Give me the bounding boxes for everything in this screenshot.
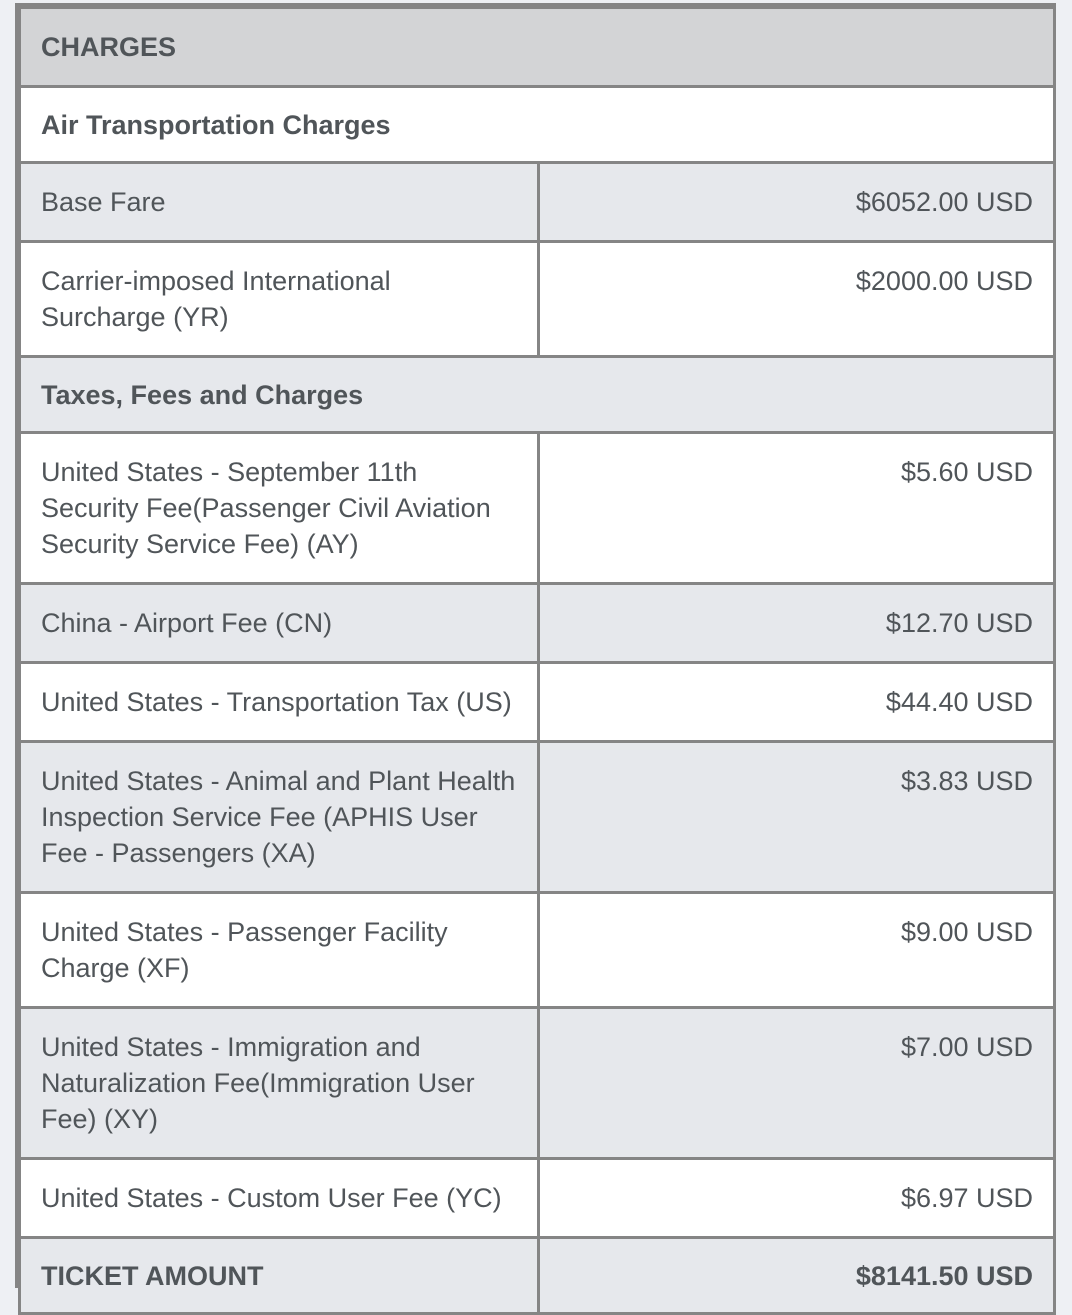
charge-label: United States - Immigration and Naturalization Fee(Immigration User Fee) (XY) bbox=[20, 1008, 539, 1159]
charge-row bbox=[20, 663, 1055, 742]
charge-label: Base Fare bbox=[20, 163, 539, 242]
charge-row bbox=[20, 742, 1055, 893]
charge-amount: $6.97 USD bbox=[539, 1159, 1055, 1238]
charges-title: CHARGES bbox=[20, 8, 1055, 87]
section-title: Air Transportation Charges bbox=[20, 87, 1055, 163]
charge-row bbox=[20, 584, 1055, 663]
charge-row bbox=[20, 1008, 1055, 1159]
charge-row bbox=[20, 1159, 1055, 1238]
charge-label: United States - Animal and Plant Health Inspection Service Fee (APHIS User Fee - Passengers (XA) bbox=[20, 742, 539, 893]
section-title: Taxes, Fees and Charges bbox=[20, 357, 1055, 433]
charge-row bbox=[20, 433, 1055, 584]
ticket-amount-value: $8141.50 USD bbox=[539, 1238, 1055, 1314]
charges-table bbox=[15, 3, 1056, 1291]
section-air-transportation bbox=[20, 87, 1055, 163]
charge-label: United States - Passenger Facility Charge (XF) bbox=[20, 893, 539, 1008]
ticket-amount-row bbox=[20, 1238, 1055, 1314]
charge-amount: $44.40 USD bbox=[539, 663, 1055, 742]
charge-label: United States - Custom User Fee (YC) bbox=[20, 1159, 539, 1238]
charge-label: China - Airport Fee (CN) bbox=[20, 584, 539, 663]
charge-row bbox=[20, 242, 1055, 357]
charge-amount: $2000.00 USD bbox=[539, 242, 1055, 357]
charge-label: United States - September 11th Security Fee(Passenger Civil Aviation Security Service Fee) (AY) bbox=[20, 433, 539, 584]
charge-label: Carrier-imposed International Surcharge (YR) bbox=[20, 242, 539, 357]
ticket-amount-label: TICKET AMOUNT bbox=[20, 1238, 539, 1314]
charge-amount: $9.00 USD bbox=[539, 893, 1055, 1008]
charge-row bbox=[20, 163, 1055, 242]
charge-amount: $5.60 USD bbox=[539, 433, 1055, 584]
charge-row bbox=[20, 893, 1055, 1008]
charge-amount: $12.70 USD bbox=[539, 584, 1055, 663]
section-taxes-fees bbox=[20, 357, 1055, 433]
charge-amount: $6052.00 USD bbox=[539, 163, 1055, 242]
charge-amount: $7.00 USD bbox=[539, 1008, 1055, 1159]
charge-amount: $3.83 USD bbox=[539, 742, 1055, 893]
charges-header bbox=[20, 8, 1055, 87]
charge-label: United States - Transportation Tax (US) bbox=[20, 663, 539, 742]
